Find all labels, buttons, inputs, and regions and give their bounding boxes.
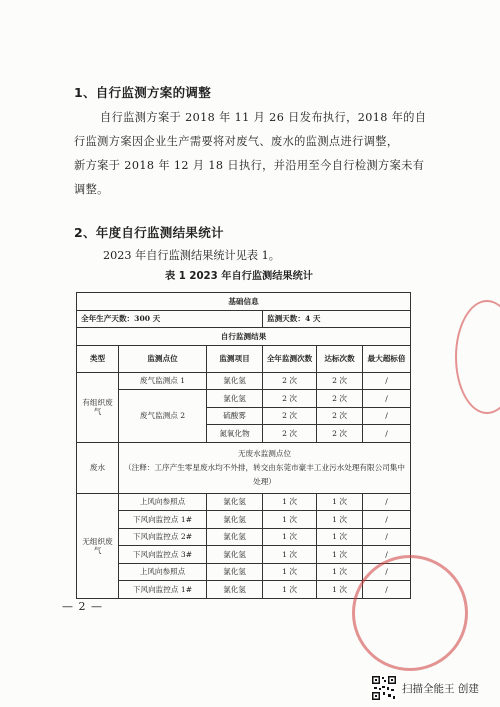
item-cell: 硫酸雾 <box>207 407 263 425</box>
monitoring-days-cell: 监测天数：4 天 <box>263 310 411 328</box>
pass-cell: 2 次 <box>317 407 363 425</box>
point-cell: 废气监测点 2 <box>119 390 207 443</box>
table-row <box>77 390 411 408</box>
pass-cell: 1 次 <box>317 528 363 546</box>
item-cell: 氯化氢 <box>207 511 263 529</box>
item-cell: 氯化氢 <box>207 390 263 408</box>
exceed-cell: / <box>363 511 411 529</box>
times-cell: 2 次 <box>263 372 317 390</box>
paragraph-line: 调整。 <box>74 183 109 196</box>
column-header: 监测项目 <box>207 345 263 372</box>
times-cell: 2 次 <box>263 407 317 425</box>
company-seal <box>352 555 468 671</box>
item-cell: 氯化氢 <box>207 563 263 581</box>
pass-cell: 1 次 <box>317 563 363 581</box>
partial-seal <box>455 300 500 414</box>
qr-code-icon <box>371 675 397 701</box>
exceed-cell: / <box>363 546 411 564</box>
wastewater-note: （注释：工序产生零星废水均不外排，转交由东莞市豪丰工业污水处理有限公司集中处理） <box>124 462 405 486</box>
table-row <box>77 328 411 346</box>
exceed-cell: / <box>363 407 411 425</box>
paragraph-line: 自行监测方案于 2018 年 11 月 26 日发布执行，2018 年的自 <box>100 111 427 124</box>
point-cell: 下风向监控点 1# <box>119 511 207 529</box>
exceed-cell: / <box>363 372 411 390</box>
section-2-intro: 2023 年自行监测结果统计见表 1。 <box>103 249 280 262</box>
paragraph-line: 新方案于 2018 年 12 月 18 日执行，并沿用至今自行检测方案未有 <box>74 159 425 172</box>
item-cell: 氯化氢 <box>207 528 263 546</box>
item-cell: 氯化氢 <box>207 581 263 599</box>
table-row <box>77 528 411 546</box>
exceed-cell: / <box>363 563 411 581</box>
item-cell: 氯化氢 <box>207 372 263 390</box>
column-header: 类型 <box>77 345 119 372</box>
point-cell: 下风向监控点 2# <box>119 528 207 546</box>
table-header-row <box>77 345 411 372</box>
section-1-title: 1、自行监测方案的调整 <box>74 85 211 100</box>
monitoring-results-table <box>76 292 411 599</box>
type-cell: 废水 <box>77 442 119 493</box>
pass-cell: 2 次 <box>317 372 363 390</box>
pass-cell: 1 次 <box>317 546 363 564</box>
point-cell: 下风向监控点 1# <box>119 581 207 599</box>
type-cell: 有组织废气 <box>77 372 119 442</box>
table-caption: 表 1 2023 年自行监测结果统计 <box>165 271 313 282</box>
paragraph-line: 行监测方案因企业生产需要将对废气、废水的监测点进行调整， <box>74 135 399 148</box>
item-cell: 氯化氢 <box>207 493 263 511</box>
table-row <box>77 511 411 529</box>
times-cell: 2 次 <box>263 390 317 408</box>
item-cell: 氮氧化物 <box>207 425 263 443</box>
times-cell: 1 次 <box>263 493 317 511</box>
section-2-title: 2、年度自行监测结果统计 <box>74 225 224 240</box>
times-cell: 1 次 <box>263 563 317 581</box>
top-edge-mark <box>418 0 488 6</box>
production-days-cell: 全年生产天数：300 天 <box>77 310 263 328</box>
results-header: 自行监测结果 <box>77 328 411 346</box>
scanner-credit: 扫描全能王 创建 <box>402 683 479 695</box>
table-row <box>77 310 411 328</box>
pass-cell: 1 次 <box>317 493 363 511</box>
basic-info-header: 基础信息 <box>77 293 411 311</box>
pass-cell: 2 次 <box>317 390 363 408</box>
column-header: 达标次数 <box>317 345 363 372</box>
item-cell: 氯化氢 <box>207 546 263 564</box>
times-cell: 2 次 <box>263 425 317 443</box>
point-cell: 废气监测点 1 <box>119 372 207 390</box>
table-row <box>77 372 411 390</box>
table-row <box>77 563 411 581</box>
point-cell: 上风向参照点 <box>119 493 207 511</box>
point-cell: 上风向参照点 <box>119 563 207 581</box>
column-header: 全年监测次数 <box>263 345 317 372</box>
exceed-cell: / <box>363 390 411 408</box>
times-cell: 1 次 <box>263 546 317 564</box>
exceed-cell: / <box>363 581 411 599</box>
table-row <box>77 293 411 311</box>
table-row <box>77 493 411 511</box>
exceed-cell: / <box>363 425 411 443</box>
column-header: 监测点位 <box>119 345 207 372</box>
times-cell: 1 次 <box>263 581 317 599</box>
times-cell: 1 次 <box>263 511 317 529</box>
wastewater-note-cell <box>119 442 411 493</box>
type-cell: 无组织废气 <box>77 493 119 598</box>
page-number: — 2 — <box>62 600 103 613</box>
table-row <box>77 442 411 493</box>
column-header: 最大超标倍 <box>363 345 411 372</box>
pass-cell: 1 次 <box>317 581 363 599</box>
section-1-paragraph <box>74 106 430 202</box>
wastewater-line: 无废水监测点位 <box>237 448 292 458</box>
times-cell: 1 次 <box>263 528 317 546</box>
pass-cell: 1 次 <box>317 511 363 529</box>
exceed-cell: / <box>363 493 411 511</box>
exceed-cell: / <box>363 528 411 546</box>
point-cell: 下风向监控点 3# <box>119 546 207 564</box>
table-row <box>77 546 411 564</box>
pass-cell: 2 次 <box>317 425 363 443</box>
